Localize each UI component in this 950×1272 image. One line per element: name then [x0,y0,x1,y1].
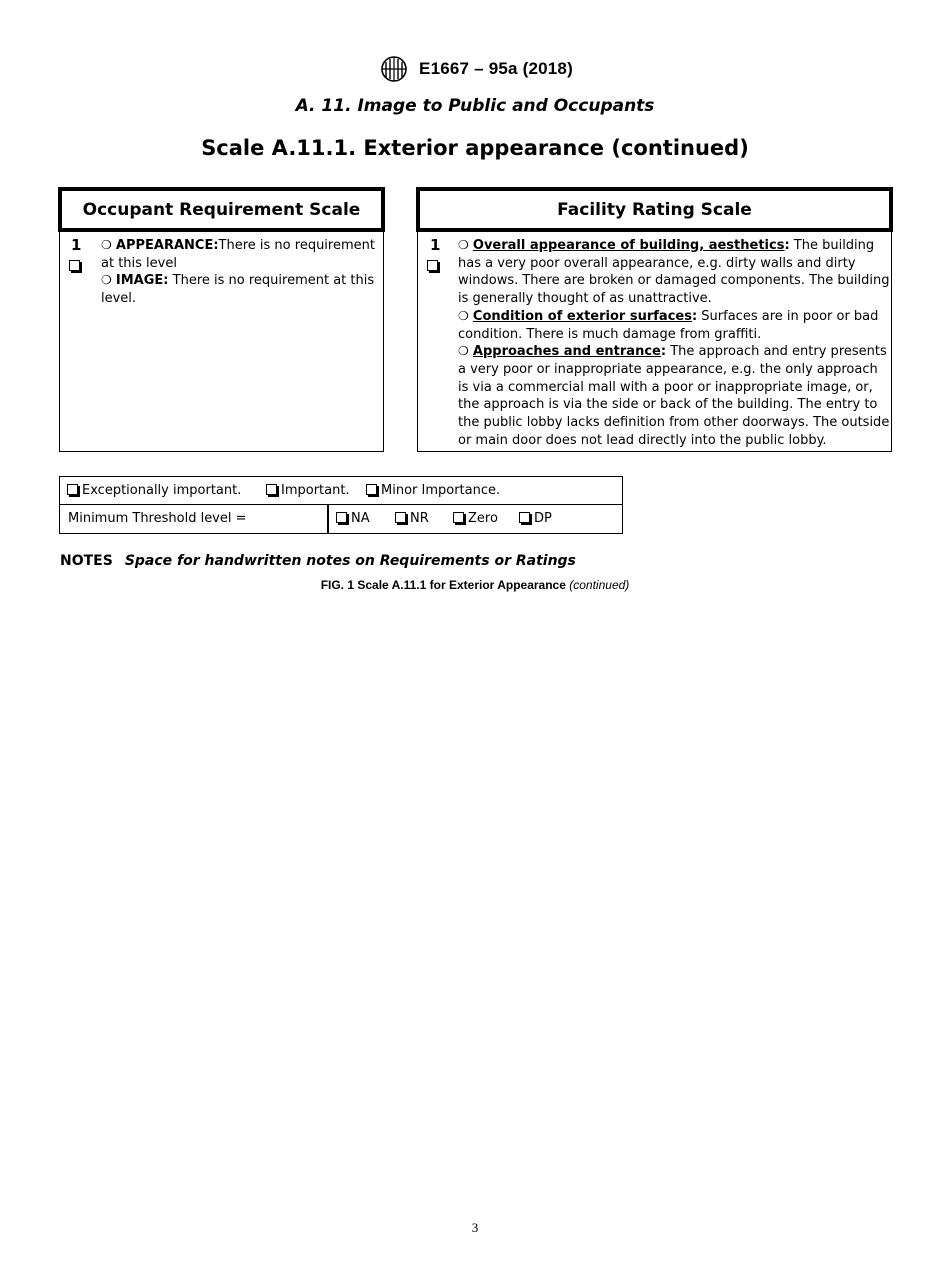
facility-item-exterior-surfaces: ❍ Condition of exterior surfaces: Surfaces are in poor or bad condition. There is much damage from graffiti. [458,308,879,342]
occupant-scale-body [59,232,384,452]
facility-scale-body [417,232,892,452]
checkbox-icon[interactable] [395,512,406,523]
occupant-item-image: ❍ IMAGE: There is no requirement at this level. [101,273,375,307]
occupant-level-number: 1 [71,236,82,254]
figure-caption-title: FIG. 1 Scale A.11.1 for Exterior Appearance [320,578,566,592]
checkbox-icon[interactable] [336,512,347,523]
checkbox-icon[interactable] [266,484,277,495]
occupant-scale-heading: Occupant Requirement Scale [58,187,385,232]
cell-divider [327,505,329,533]
astm-logo-icon [377,54,411,84]
checkbox-icon[interactable] [519,512,530,523]
radio-circle-icon: ❍ [101,238,112,252]
radio-circle-icon: ❍ [101,273,112,288]
radio-circle-icon: ❍ [458,344,469,359]
minor-importance-option[interactable]: Minor Importance. [366,483,500,498]
threshold-option-na[interactable]: NA [336,511,370,526]
notes-label: NOTES [60,553,113,569]
facility-level-checkbox[interactable] [427,260,438,271]
exceptionally-important-option[interactable]: Exceptionally important. [67,483,241,498]
document-header [0,54,950,84]
threshold-row [60,505,622,533]
checkbox-icon[interactable] [453,512,464,523]
notes-text: Space for handwritten notes on Requirements or Ratings [124,553,576,569]
notes-line [60,553,576,569]
checkbox-icon[interactable] [67,484,78,495]
facility-level-number: 1 [430,236,441,254]
section-title: A. 11. Image to Public and Occupants [295,96,655,116]
checkbox-icon[interactable] [366,484,377,495]
importance-table [59,476,623,534]
occupant-requirement-text [101,237,383,308]
important-option[interactable]: Important. [266,483,350,498]
threshold-option-zero[interactable]: Zero [453,511,498,526]
figure-caption-suffix: (continued) [569,578,630,592]
radio-circle-icon: ❍ [458,308,469,323]
radio-circle-icon: ❍ [458,238,469,252]
occupant-item-appearance: ❍ APPEARANCE:There is no requirement at this level [101,238,375,271]
standard-designation: E1667 – 95a (2018) [419,59,573,78]
occupant-level-checkbox[interactable] [69,260,80,271]
facility-item-overall-appearance: ❍ Overall appearance of building, aesthetics: The building has a very poor overall appearance, e.g. dirty walls and dirty windows. There are broken or damaged components. The building is generally thought of as unattractive. [458,238,890,307]
threshold-option-nr[interactable]: NR [395,511,429,526]
facility-scale-heading: Facility Rating Scale [416,187,893,232]
threshold-option-dp[interactable]: DP [519,511,552,526]
page-number: 3 [471,1220,479,1235]
threshold-label: Minimum Threshold level = [68,511,247,526]
figure-caption [0,578,950,592]
scale-title: Scale A.11.1. Exterior appearance (continued) [201,136,749,160]
importance-row [60,477,622,505]
facility-item-approaches: ❍ Approaches and entrance: The approach and entry presents a very poor or inappropriate appearance, e.g. the only approach is via a commercial mall with a poor or inappropriate image, or, the approach is via the side or back of the building. The entry to the public lobby lacks definition from other doorways. The outside or main door does not lead directly into the public lobby. [458,344,890,448]
facility-rating-text [458,237,891,449]
